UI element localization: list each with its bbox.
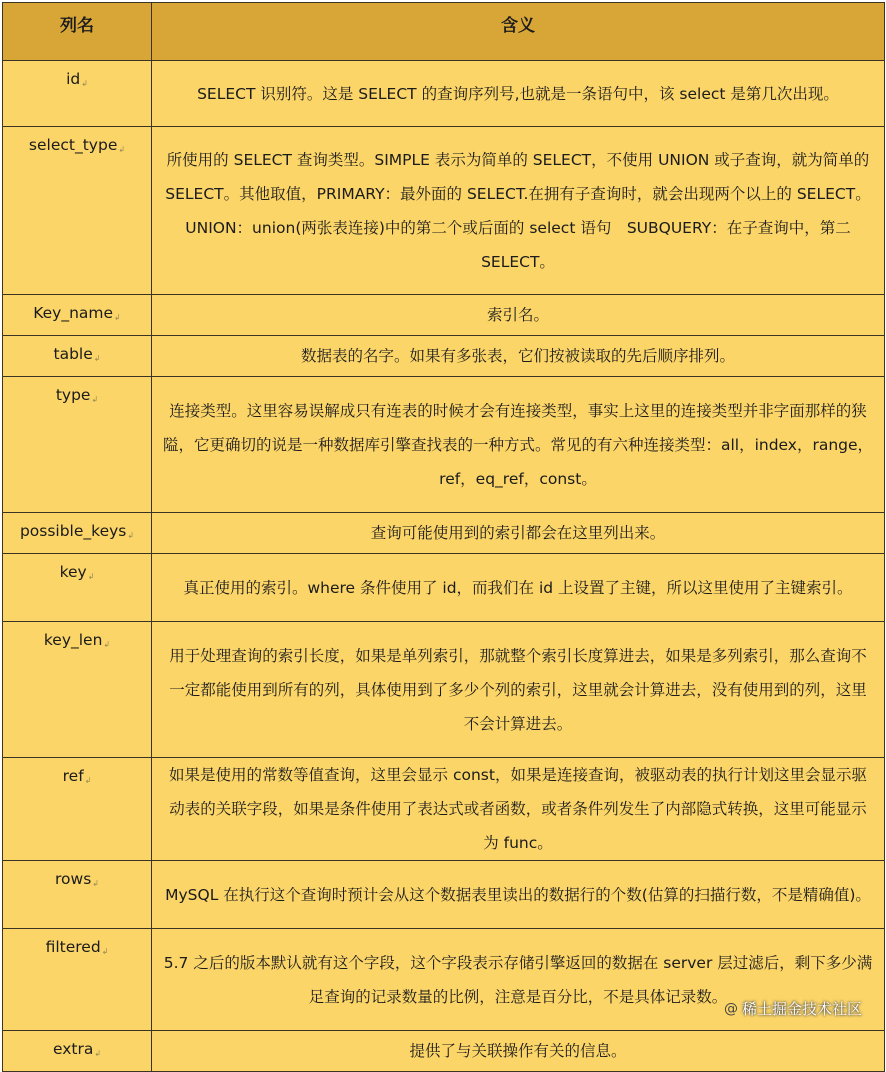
table-row: table↲ 数据表的名字。如果有多张表，它们按被读取的先后顺序排列。 (3, 336, 885, 377)
table-row: rows↲ MySQL 在执行这个查询时预计会从这个数据表里读出的数据行的个数(估算的扫描行数，不是精确值)。 (3, 861, 885, 929)
row-desc: 提供了与关联操作有关的信息。 (152, 1031, 885, 1072)
table-row: extra↲ 提供了与关联操作有关的信息。 (3, 1031, 885, 1072)
row-name: key (59, 563, 87, 581)
row-name: ref (62, 767, 84, 785)
row-name: Key_name (33, 304, 114, 322)
table-row: id↲ SELECT 识别符。这是 SELECT 的查询序列号,也就是一条语句中，该 select 是第几次出现。 (3, 61, 885, 127)
header-col-meaning: 含义 (152, 3, 885, 61)
table-row: select_type↲ 所使用的 SELECT 查询类型。SIMPLE 表示为简单的 SELECT，不使用 UNION 或子查询，就为简单的 SELECT。其他取值，PRIMARY：最外面的 SELECT.在拥有子查询时，就会出现两个以上的 SELECT。UNION：union(两张表连接)中的第二个或后面的 select 语句 SUBQUERY：在子查询中，第二 SELECT。 (3, 127, 885, 295)
row-desc: MySQL 在执行这个查询时预计会从这个数据表里读出的数据行的个数(估算的扫描行数，不是精确值)。 (152, 861, 885, 929)
row-desc: 所使用的 SELECT 查询类型。SIMPLE 表示为简单的 SELECT，不使用 UNION 或子查询，就为简单的 SELECT。其他取值，PRIMARY：最外面的 SELECT.在拥有子查询时，就会出现两个以上的 SELECT。UNION：union(两张表连接)中的第二个或后面的 select 语句 SUBQUERY：在子查询中，第二 SELECT。 (152, 127, 885, 295)
row-name: select_type (28, 136, 118, 154)
row-desc: 索引名。 (152, 295, 885, 336)
explain-columns-table (2, 2, 885, 1072)
header-col-name: 列名 (3, 3, 152, 61)
row-desc: 5.7 之后的版本默认就有这个字段，这个字段表示存储引擎返回的数据在 server 层过滤后，剩下多少满足查询的记录数量的比例，注意是百分比，不是具体记录数。 (152, 929, 885, 1031)
table-row: type↲ 连接类型。这里容易误解成只有连表的时候才会有连接类型，事实上这里的连接类型并非字面那样的狭隘，它更确切的说是一种数据库引擎查找表的一种方式。常见的有六种连接类型：all，index，range，ref，eq_ref，const。 (3, 377, 885, 513)
table-row: key↲ 真正使用的索引。where 条件使用了 id，而我们在 id 上设置了主键，所以这里使用了主键索引。 (3, 554, 885, 622)
table-row: possible_keys↲ 查询可能使用到的索引都会在这里列出来。 (3, 513, 885, 554)
row-name: table (53, 345, 93, 363)
row-desc: 用于处理查询的索引长度，如果是单列索引，那就整个索引长度算进去，如果是多列索引，那么查询不一定都能使用到所有的列，具体使用到了多少个列的索引，这里就会计算进去，没有使用到的列，这里不会计算进去。 (152, 622, 885, 758)
row-name: id (66, 70, 81, 88)
header-row (3, 3, 885, 61)
table-row: ref↲ 如果是使用的常数等值查询，这里会显示 const，如果是连接查询，被驱动表的执行计划这里会显示驱动表的关联字段，如果是条件使用了表达式或者函数，或者条件列发生了内部隐式转换，这里可能显示为 func。 (3, 758, 885, 861)
row-name: possible_keys (19, 522, 127, 540)
watermark (724, 998, 862, 1019)
row-name: rows (55, 870, 92, 888)
row-desc: 数据表的名字。如果有多张表，它们按被读取的先后顺序排列。 (152, 336, 885, 377)
watermark-text: 稀土掘金技术社区 (741, 1000, 862, 1018)
row-name: extra (52, 1040, 94, 1058)
row-desc: 真正使用的索引。where 条件使用了 id，而我们在 id 上设置了主键，所以这里使用了主键索引。 (152, 554, 885, 622)
row-desc: SELECT 识别符。这是 SELECT 的查询序列号,也就是一条语句中，该 select 是第几次出现。 (152, 61, 885, 127)
table-row: key_len↲ 用于处理查询的索引长度，如果是单列索引，那就整个索引长度算进去，如果是多列索引，那么查询不一定都能使用到所有的列，具体使用到了多少个列的索引，这里就会计算进去，没有使用到的列，这里不会计算进去。 (3, 622, 885, 758)
row-desc: 查询可能使用到的索引都会在这里列出来。 (152, 513, 885, 554)
row-name: key_len (43, 631, 103, 649)
row-desc: 如果是使用的常数等值查询，这里会显示 const，如果是连接查询，被驱动表的执行计划这里会显示驱动表的关联字段，如果是条件使用了表达式或者函数，或者条件列发生了内部隐式转换，这里可能显示为 func。 (152, 758, 885, 861)
row-name: filtered (45, 938, 101, 956)
table-row: Key_name↲ 索引名。 (3, 295, 885, 336)
row-desc: 连接类型。这里容易误解成只有连表的时候才会有连接类型，事实上这里的连接类型并非字面那样的狭隘，它更确切的说是一种数据库引擎查找表的一种方式。常见的有六种连接类型：all，index，range，ref，eq_ref，const。 (152, 377, 885, 513)
table-row: filtered↲ 5.7 之后的版本默认就有这个字段，这个字段表示存储引擎返回的数据在 server 层过滤后，剩下多少满足查询的记录数量的比例，注意是百分比，不是具体记录数。 (3, 929, 885, 1031)
row-name: type (55, 386, 91, 404)
watermark-at: @ (723, 1000, 738, 1017)
